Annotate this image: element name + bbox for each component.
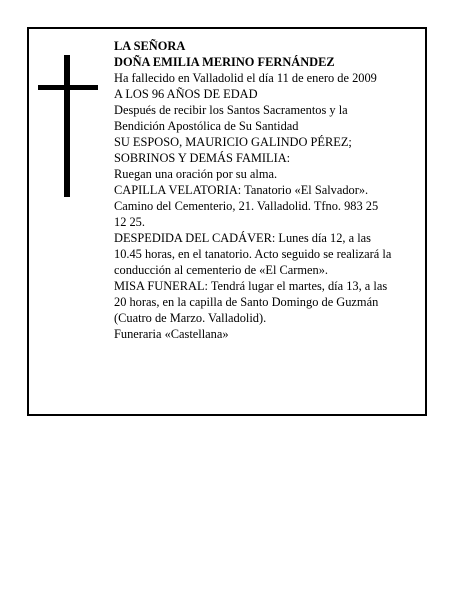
farewell-line: DESPEDIDA DEL CADÁVER: Lunes día 12, a las [114,231,371,245]
sacraments-block [114,102,424,134]
sacraments-line: Bendición Apostólica de Su Santidad [114,119,299,133]
farewell-block [114,230,424,278]
chapel-block [114,182,424,230]
cross-horizontal-bar [38,85,98,90]
spouse-line: SU ESPOSO, MAURICIO GALINDO PÉREZ; [114,135,352,149]
prayer-request: Ruegan una oración por su alma. [114,167,278,181]
funeral-mass-line: (Cuatro de Marzo. Valladolid). [114,311,267,325]
farewell-line: 10.45 horas, en el tanatorio. Acto seguido se realizará la [114,247,392,261]
funeral-mass-block [114,278,424,326]
chapel-line: CAPILLA VELATORIA: Tanatorio «El Salvador». [114,183,369,197]
funeral-mass-line: 20 horas, en la capilla de Santo Domingo de Guzmán [114,295,379,309]
chapel-line: Camino del Cementerio, 21. Valladolid. Tfno. 983 25 [114,199,379,213]
notice-title: LA SEÑORA [114,39,186,53]
age-line: A LOS 96 AÑOS DE EDAD [114,87,258,101]
sacraments-line: Después de recibir los Santos Sacramentos y la [114,103,348,117]
death-info: Ha fallecido en Valladolid el día 11 de enero de 2009 [114,71,377,85]
funeral-home: Funeraria «Castellana» [114,327,229,341]
cross-icon [38,55,102,197]
chapel-line: 12 25. [114,215,145,229]
cross-vertical-bar [64,55,70,197]
family-line: SOBRINOS Y DEMÁS FAMILIA: [114,151,291,165]
obituary-text [114,38,424,342]
funeral-mass-line: MISA FUNERAL: Tendrá lugar el martes, día 13, a las [114,279,388,293]
farewell-line: conducción al cementerio de «El Carmen». [114,263,328,277]
deceased-name: DOÑA EMILIA MERINO FERNÁNDEZ [114,55,335,69]
